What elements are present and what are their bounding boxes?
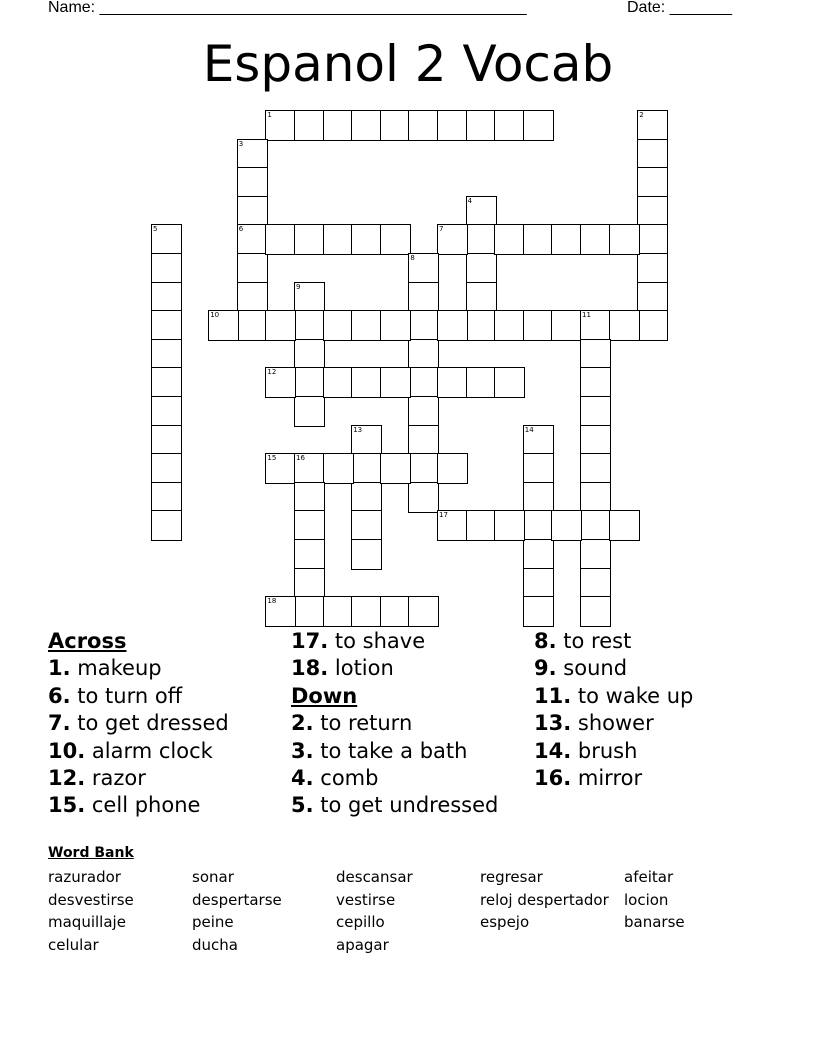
grid-cell[interactable] [408, 482, 439, 513]
grid-cell[interactable] [408, 396, 439, 427]
grid-cell[interactable] [408, 310, 439, 341]
word-bank-item: locion [624, 890, 669, 909]
grid-cell[interactable] [294, 310, 325, 341]
grid-cell[interactable] [151, 339, 182, 370]
clue-number: 2 [639, 111, 644, 119]
grid-cell[interactable] [380, 596, 411, 627]
grid-cell[interactable] [523, 482, 554, 513]
word-bank-item: sonar [192, 868, 234, 886]
grid-cell[interactable] [380, 110, 411, 141]
grid-cell[interactable] [580, 539, 611, 570]
grid-cell[interactable] [237, 253, 268, 284]
grid-cell[interactable] [637, 110, 668, 141]
clue-down-16: 16. mirror [534, 765, 643, 790]
grid-cell[interactable] [580, 310, 611, 341]
grid-cell[interactable] [580, 482, 611, 513]
word-bank-item: apagar [336, 935, 389, 954]
grid-cell[interactable] [466, 510, 497, 541]
clues-column-1 [48, 628, 288, 820]
grid-cell[interactable] [494, 110, 525, 141]
grid-cell[interactable] [294, 282, 325, 313]
word-bank-item: despertarse [192, 890, 282, 909]
grid-cell[interactable] [523, 110, 554, 141]
grid-cell[interactable] [408, 282, 439, 313]
grid-cell[interactable] [580, 596, 611, 627]
grid-cell[interactable] [351, 110, 382, 141]
grid-cell[interactable] [494, 310, 525, 341]
grid-cell[interactable] [466, 196, 497, 227]
across-heading: Across [48, 629, 127, 653]
clue-across-7: 7. to get dressed [48, 711, 229, 736]
grid-cell[interactable] [151, 367, 182, 398]
grid-cell[interactable] [351, 425, 382, 456]
grid-cell[interactable] [437, 224, 468, 255]
grid-cell[interactable] [265, 310, 296, 341]
word-bank-item: vestirse [336, 890, 396, 909]
clue-number: 14 [524, 425, 534, 434]
grid-cell[interactable] [551, 224, 582, 255]
word-bank-item: maquillaje [48, 913, 126, 931]
grid-cell[interactable] [637, 224, 668, 255]
grid-cell[interactable] [294, 224, 325, 255]
clues-column-3 [534, 628, 774, 792]
clue-down-9: 9. sound [534, 656, 628, 681]
grid-cell[interactable] [523, 425, 554, 456]
grid-cell[interactable] [466, 110, 497, 141]
grid-cell[interactable] [323, 110, 354, 141]
grid-cell[interactable] [265, 367, 296, 398]
grid-cell[interactable] [151, 396, 182, 427]
grid-cell[interactable] [494, 367, 525, 398]
grid-cell[interactable] [523, 310, 554, 341]
clue-across-12: 12. razor [48, 765, 146, 790]
clue-down-11: 11. to wake up [534, 683, 694, 708]
clue-number: 6 [238, 225, 244, 234]
grid-cell[interactable] [323, 310, 354, 341]
grid-cell[interactable] [637, 253, 668, 284]
word-bank-item: ducha [192, 935, 238, 954]
grid-cell[interactable] [408, 367, 439, 398]
grid-cell[interactable] [151, 453, 182, 484]
grid-cell[interactable] [408, 596, 439, 627]
grid-cell[interactable] [466, 253, 497, 284]
word-bank-item: espejo [480, 913, 530, 931]
clues-column-2 [291, 628, 531, 820]
clue-across-15: 15. cell phone [48, 793, 201, 818]
grid-cell[interactable] [294, 510, 325, 541]
word-bank-item: afeitar [624, 868, 674, 886]
down-heading: Down [291, 683, 358, 708]
grid-cell[interactable] [580, 510, 611, 541]
grid-cell[interactable] [151, 482, 182, 513]
grid-cell[interactable] [609, 224, 640, 255]
grid-cell[interactable] [437, 453, 468, 484]
word-bank-item: desvestirse [48, 890, 134, 909]
grid-cell[interactable] [466, 367, 497, 398]
grid-cell[interactable] [208, 310, 239, 341]
grid-cell[interactable] [323, 224, 354, 255]
clue-number: 4 [467, 196, 473, 205]
clue-down-13: 13. shower [534, 711, 654, 736]
grid-cell[interactable] [466, 282, 497, 313]
date-field[interactable]: Date: _______ [627, 0, 732, 16]
clue-down-14: 14. brush [534, 738, 638, 763]
grid-cell[interactable] [609, 310, 640, 341]
grid-cell[interactable] [294, 367, 325, 398]
clue-down-5: 5. to get undressed [291, 793, 499, 818]
grid-cell[interactable] [294, 453, 325, 484]
grid-cell[interactable] [466, 224, 497, 255]
grid-cell[interactable] [151, 253, 182, 284]
word-bank-item: celular [48, 935, 99, 954]
word-bank-item: razurador [48, 868, 121, 886]
grid-cell[interactable] [494, 510, 525, 541]
grid-cell[interactable] [294, 568, 325, 599]
grid-cell[interactable] [580, 396, 611, 427]
grid-cell[interactable] [580, 339, 611, 370]
grid-cell[interactable] [265, 224, 296, 255]
grid-cell[interactable] [523, 453, 554, 484]
grid-cell[interactable] [265, 110, 296, 141]
grid-cell[interactable] [609, 510, 640, 541]
word-bank-item: peine [192, 913, 234, 931]
grid-cell[interactable] [523, 224, 554, 255]
grid-cell[interactable] [265, 453, 296, 484]
grid-cell[interactable] [380, 367, 411, 398]
grid-cell[interactable] [237, 196, 268, 227]
clue-number: 9 [296, 282, 301, 291]
grid-cell[interactable] [637, 167, 668, 198]
grid-cell[interactable] [408, 253, 439, 284]
grid-cell[interactable] [580, 224, 611, 255]
grid-cell[interactable] [323, 596, 354, 627]
grid-cell[interactable] [151, 425, 182, 456]
grid-cell[interactable] [580, 568, 611, 599]
clue-across-17: 17. to shave [291, 629, 426, 653]
grid-cell[interactable] [237, 224, 268, 255]
word-bank-heading: Word Bank [48, 845, 134, 861]
clue-across-18: 18. lotion [291, 656, 394, 681]
clue-number: 16 [296, 454, 305, 463]
clue-number: 7 [439, 225, 444, 234]
grid-cell[interactable] [151, 310, 182, 341]
grid-cell[interactable] [351, 539, 382, 570]
grid-cell[interactable] [437, 367, 468, 398]
grid-cell[interactable] [294, 539, 325, 570]
grid-cell[interactable] [408, 425, 439, 456]
grid-cell[interactable] [151, 224, 182, 255]
grid-cell[interactable] [351, 310, 382, 341]
grid-cell[interactable] [466, 310, 497, 341]
grid-cell[interactable] [380, 310, 411, 341]
grid-cell[interactable] [294, 482, 325, 513]
page-title: Espanol 2 Vocab [202, 35, 614, 93]
clue-across-1: 1. makeup [48, 656, 162, 681]
grid-cell[interactable] [523, 568, 554, 599]
grid-cell[interactable] [294, 596, 325, 627]
grid-cell[interactable] [408, 453, 439, 484]
grid-cell[interactable] [351, 367, 382, 398]
grid-cell[interactable] [237, 310, 268, 341]
clue-down-2: 2. to return [291, 711, 413, 736]
grid-cell[interactable] [294, 396, 325, 427]
grid-cell[interactable] [294, 110, 325, 141]
clue-down-3: 3. to take a bath [291, 738, 468, 763]
grid-cell[interactable] [437, 110, 468, 141]
grid-cell[interactable] [323, 453, 354, 484]
grid-cell[interactable] [523, 539, 554, 570]
clue-number: 17 [439, 511, 448, 520]
grid-cell[interactable] [237, 139, 268, 170]
grid-cell[interactable] [580, 367, 611, 398]
grid-cell[interactable] [637, 196, 668, 227]
clue-number: 1 [267, 111, 272, 119]
grid-cell[interactable] [523, 596, 554, 627]
grid-cell[interactable] [265, 596, 296, 627]
grid-cell[interactable] [351, 510, 382, 541]
clue-down-4: 4. comb [291, 765, 379, 790]
grid-cell[interactable] [408, 339, 439, 370]
grid-cell[interactable] [580, 453, 611, 484]
grid-cell[interactable] [408, 110, 439, 141]
grid-cell[interactable] [351, 453, 382, 484]
word-bank-item: reloj despertador [480, 890, 609, 909]
grid-cell[interactable] [551, 310, 582, 341]
grid-cell[interactable] [437, 310, 468, 341]
clue-number: 3 [238, 139, 244, 148]
grid-cell[interactable] [351, 482, 382, 513]
grid-cell[interactable] [151, 282, 182, 313]
word-bank-item: cepillo [336, 913, 385, 931]
clue-down-8: 8. to rest [534, 629, 632, 653]
clue-number: 13 [353, 425, 363, 434]
clue-number: 8 [410, 254, 415, 262]
grid-cell[interactable] [237, 282, 268, 313]
grid-cell[interactable] [523, 510, 554, 541]
grid-cell[interactable] [437, 510, 468, 541]
clue-number: 10 [210, 311, 220, 320]
clue-number: 18 [267, 597, 277, 606]
clue-number: 12 [267, 368, 277, 377]
clue-number: 15 [267, 454, 277, 463]
grid-cell[interactable] [351, 224, 382, 255]
word-bank-item: banarse [624, 913, 685, 931]
grid-cell[interactable] [323, 367, 354, 398]
grid-cell[interactable] [237, 167, 268, 198]
word-bank-item: descansar [336, 868, 413, 886]
grid-cell[interactable] [551, 510, 582, 541]
grid-cell[interactable] [380, 224, 411, 255]
grid-cell[interactable] [637, 282, 668, 313]
grid-cell[interactable] [580, 425, 611, 456]
grid-cell[interactable] [637, 139, 668, 170]
clue-across-10: 10. alarm clock [48, 738, 213, 763]
name-field[interactable]: Name: ________________________________________________ [48, 0, 527, 16]
clue-across-6: 6. to turn off [48, 683, 183, 708]
grid-cell[interactable] [380, 453, 411, 484]
grid-cell[interactable] [494, 224, 525, 255]
clue-number: 5 [153, 225, 158, 234]
clue-number: 11 [582, 311, 591, 320]
word-bank-item: regresar [480, 868, 543, 886]
grid-cell[interactable] [351, 596, 382, 627]
grid-cell[interactable] [294, 339, 325, 370]
grid-cell[interactable] [637, 310, 668, 341]
grid-cell[interactable] [151, 510, 182, 541]
